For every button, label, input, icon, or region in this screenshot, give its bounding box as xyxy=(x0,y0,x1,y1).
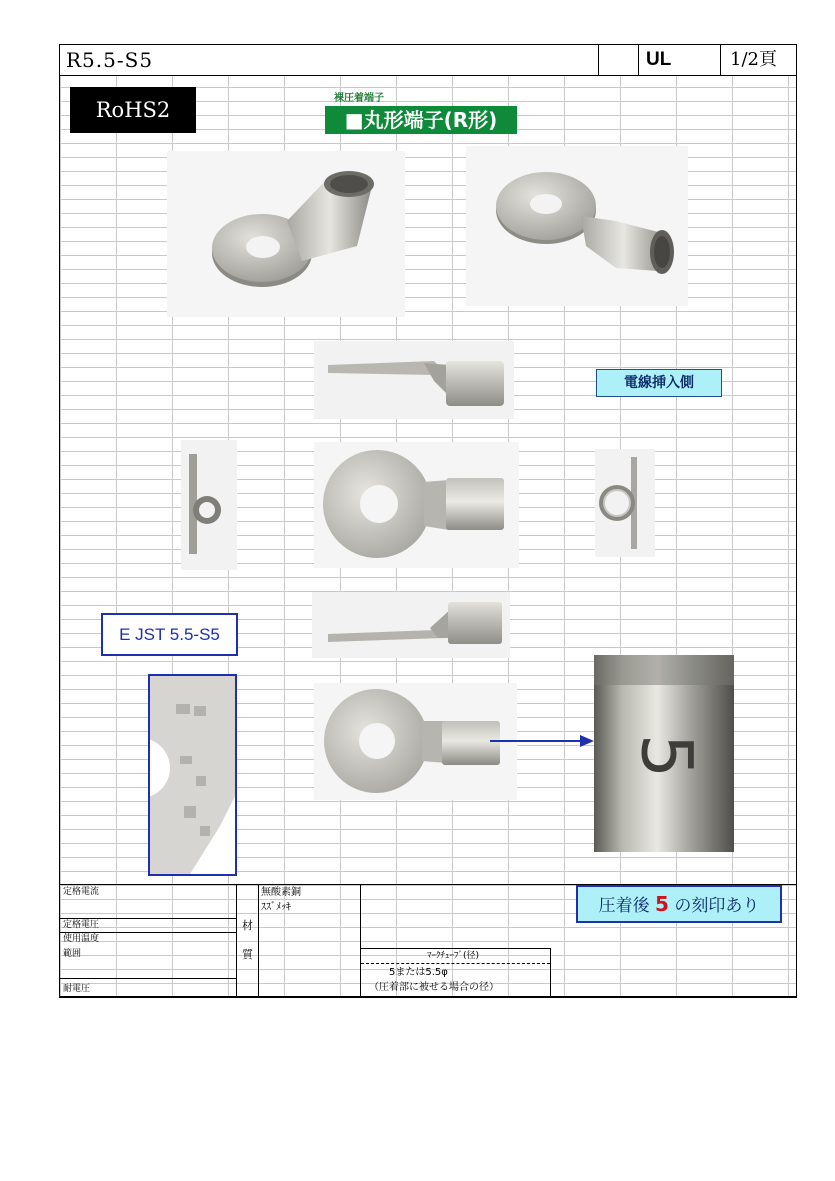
header-divider xyxy=(638,45,639,75)
temperature-range-label-2: 範囲 xyxy=(63,949,82,959)
rohs-badge: RoHS2 xyxy=(70,87,196,133)
crimp-mark-digit: 5 xyxy=(625,733,708,779)
terminal-photo-angle-left xyxy=(167,151,405,317)
spec-table xyxy=(59,884,797,998)
terminal-photo-side-bottom xyxy=(312,592,510,658)
withstand-voltage-label: 耐電圧 xyxy=(63,984,91,994)
rated-voltage-label: 定格電圧 xyxy=(63,920,100,930)
marker-tube-header: ﾏｰｸﾁｭｰﾌﾞ(径) xyxy=(427,951,480,961)
terminal-photo-barrel-end xyxy=(595,449,655,557)
header-divider xyxy=(720,45,721,75)
crimp-mark-prefix: 圧着後 xyxy=(598,896,656,916)
plating-value: ｽｽﾞﾒｯｷ xyxy=(261,902,291,913)
rated-current-label: 定格電流 xyxy=(63,887,100,897)
pointer-arrow-icon xyxy=(490,733,594,749)
material-label: 材 xyxy=(242,919,253,932)
terminal-photo-top-crimped xyxy=(314,683,517,800)
marker-tube-note: （圧着部に被せる場合の径） xyxy=(369,982,499,993)
header-divider xyxy=(598,45,599,75)
material-label-2: 質 xyxy=(242,948,253,961)
wire-insertion-side-label: 電線挿入側 xyxy=(596,369,722,397)
crimp-mark-zoom-photo xyxy=(594,655,734,852)
stamp-marking-label: E JST 5.5-S5 xyxy=(101,613,238,656)
temperature-range-label: 使用温度 xyxy=(63,934,100,944)
marker-tube-value: 5または5.5φ xyxy=(389,967,448,978)
header-row xyxy=(59,44,797,76)
product-category: 裸圧着端子 xyxy=(334,93,384,104)
page-number: 1/2頁 xyxy=(730,49,777,70)
crimp-mark-suffix: の刻印あり xyxy=(668,896,760,916)
terminal-photo-angle-right xyxy=(466,146,688,306)
stamp-zoom-photo xyxy=(148,674,237,876)
terminal-photo-side-top xyxy=(314,341,514,419)
material-value: 無酸素銅 xyxy=(261,887,301,898)
crimp-mark-number: 5 xyxy=(655,892,669,916)
terminal-photo-top xyxy=(314,442,519,568)
standard-label: UL xyxy=(646,49,672,70)
product-title: ■丸形端子(R形) xyxy=(325,106,517,134)
part-number: R5.5-S5 xyxy=(66,48,154,72)
terminal-photo-edge xyxy=(181,440,237,570)
